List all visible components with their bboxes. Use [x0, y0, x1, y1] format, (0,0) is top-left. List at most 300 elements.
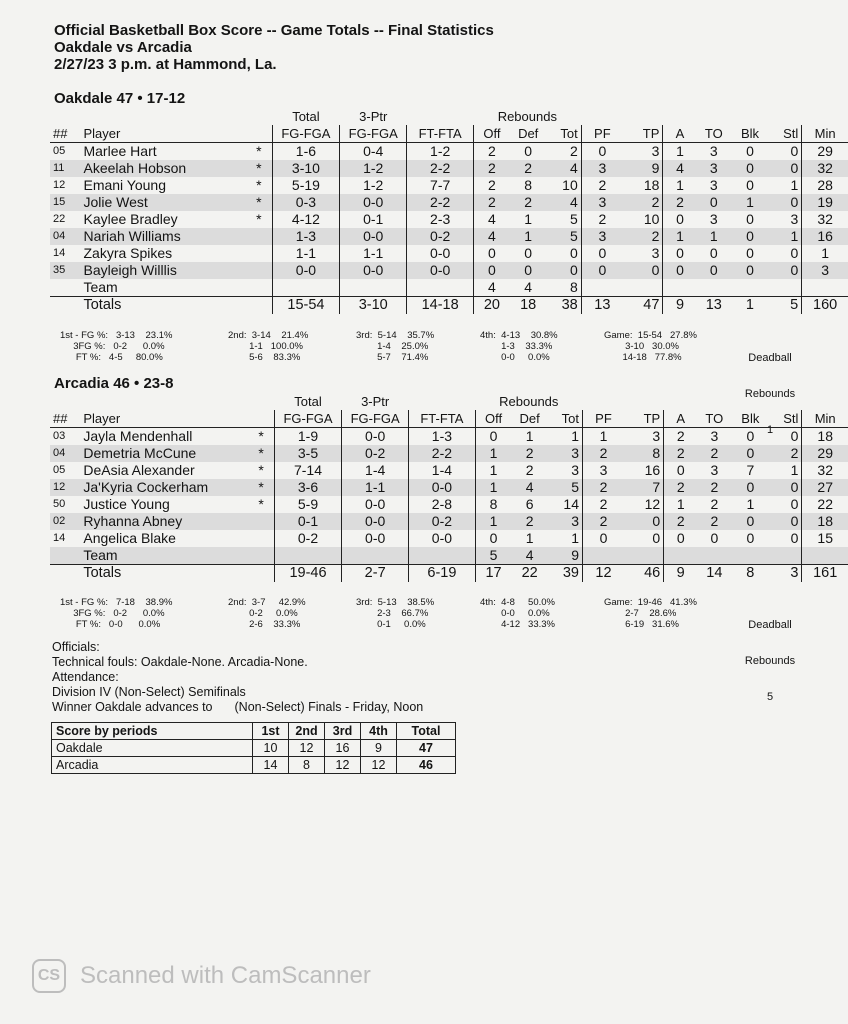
- stat-blk: 0: [731, 513, 769, 530]
- stat-def: 2: [511, 445, 547, 462]
- stat-tot: 8: [546, 279, 581, 297]
- starter-mark: *: [258, 496, 264, 512]
- starter-mark: *: [256, 143, 262, 159]
- stat-fg: 1-3: [272, 228, 339, 245]
- total-min: 161: [802, 565, 848, 583]
- blank-cell: [409, 393, 475, 410]
- stat-to: 3: [710, 428, 719, 444]
- stat-fg3: 0-2: [342, 445, 409, 462]
- stat-to: 3: [709, 211, 718, 227]
- stat-tp: 18: [623, 177, 663, 194]
- stat-stl: 0: [769, 143, 802, 161]
- stat-min: 27: [802, 479, 848, 496]
- period-score: 12: [361, 757, 397, 774]
- stat-min: 32: [817, 211, 833, 227]
- attendance: Attendance:: [52, 670, 119, 684]
- player-number: 50: [53, 498, 66, 510]
- oakdale-pct-2nd: 2nd: 3-14 21.4% 1-1 100.0% 5-6 83.3%: [228, 330, 309, 363]
- blank-cell: [246, 125, 272, 143]
- watermark-text: Scanned with CamScanner: [80, 962, 371, 989]
- player-name: Angelica Blake: [83, 530, 176, 546]
- player-row: [50, 479, 848, 496]
- blank-cell: [50, 108, 80, 125]
- player-number: 05: [53, 464, 66, 476]
- camscanner-watermark: [32, 956, 371, 996]
- starter-mark: *: [248, 445, 274, 462]
- player-name: Akeelah Hobson: [80, 160, 245, 177]
- col-tot-header: Tot: [546, 125, 581, 143]
- stat-ft: 0-0: [407, 262, 474, 279]
- blank-cell: [581, 279, 623, 297]
- period-4-header: 4th: [361, 723, 397, 740]
- stat-def: 2: [511, 513, 547, 530]
- stat-to: 0: [710, 530, 719, 546]
- total-tot: 38: [546, 297, 581, 315]
- stat-fg: 0-3: [272, 194, 339, 211]
- column-header-row: [50, 410, 848, 428]
- blank-cell: [50, 393, 80, 410]
- stat-pf: 2: [598, 211, 607, 227]
- stat-tp: 2: [623, 194, 663, 211]
- oakdale-pct-3rd: 3rd: 5-14 35.7% 1-4 25.0% 5-7 71.4%: [356, 330, 435, 363]
- game-info: [52, 640, 423, 715]
- blank-cell: [409, 547, 475, 565]
- player-row: [50, 194, 848, 211]
- total-tp: 46: [624, 565, 664, 583]
- stat-def: 4: [524, 279, 533, 295]
- stat-ft: 2-2: [409, 445, 475, 462]
- player-row: [50, 228, 848, 245]
- stat-pf: 2: [583, 445, 624, 462]
- team-label: Team: [83, 279, 118, 295]
- stat-off: 4: [488, 211, 496, 227]
- starter-mark: *: [248, 479, 274, 496]
- col-tot-header: Tot: [548, 410, 583, 428]
- player-row: [50, 530, 848, 547]
- blank-cell: [731, 547, 769, 565]
- stat-off: 8: [489, 496, 498, 512]
- stat-fg3: 0-0: [340, 228, 407, 245]
- blank-cell: [623, 279, 663, 297]
- player-row: [50, 513, 848, 530]
- stat-off: 0: [473, 262, 510, 279]
- stat-a: 1: [676, 143, 684, 159]
- column-header-row: [50, 125, 848, 143]
- stat-min: 32: [802, 160, 848, 177]
- team-label: Team: [80, 547, 248, 565]
- stat-pf: 0: [598, 143, 607, 159]
- total-to: 13: [697, 297, 731, 315]
- player-number: 04: [50, 228, 80, 245]
- stat-fg: 7-14: [274, 462, 341, 479]
- stat-blk: 1: [731, 194, 769, 211]
- stat-def: 6: [525, 496, 534, 512]
- blank-cell: [50, 547, 80, 565]
- stat-to: 0: [697, 262, 731, 279]
- officials: Officials:: [52, 640, 100, 654]
- stat-pf: 3: [581, 194, 623, 211]
- stat-to: 2: [697, 445, 731, 462]
- stat-pf: 2: [583, 513, 624, 530]
- stat-off: 1: [475, 513, 511, 530]
- col-a-header: A: [664, 410, 697, 428]
- stat-ft: 1-4: [409, 462, 475, 479]
- blank-cell: [697, 108, 731, 125]
- stat-stl: 0: [769, 496, 802, 513]
- total-off: 20: [473, 297, 510, 315]
- stat-fg: 5-19: [272, 177, 339, 194]
- starter-mark: *: [258, 462, 264, 478]
- stat-tot: 10: [546, 177, 581, 194]
- group-rebounds-label: Rebounds: [497, 109, 557, 124]
- stat-pf: 1: [599, 428, 608, 444]
- stat-tot: 1: [548, 428, 583, 446]
- blank-cell: [731, 393, 769, 410]
- stat-fg3: 0-0: [342, 428, 409, 446]
- matchup: Oakdale vs Arcadia: [54, 39, 192, 56]
- stat-to: 0: [697, 194, 731, 211]
- total-to: 14: [697, 565, 731, 583]
- col-to-header: TO: [697, 410, 731, 428]
- stat-to: 1: [697, 228, 731, 245]
- stat-off: 0: [488, 245, 496, 261]
- player-number: 35: [50, 262, 80, 279]
- arcadia-pct-4th: 4th: 4-8 50.0% 0-0 0.0% 4-12 33.3%: [480, 597, 555, 630]
- col-stl-header: Stl: [769, 410, 802, 428]
- stat-a: 0: [663, 262, 697, 279]
- stat-ft: 0-0: [407, 245, 474, 262]
- stat-pf: 3: [581, 160, 623, 177]
- stat-tot: 3: [548, 462, 583, 479]
- total-stl: 5: [769, 297, 802, 315]
- blank-cell: [663, 279, 697, 297]
- blank-cell: [581, 108, 623, 125]
- stat-to: 3: [697, 160, 731, 177]
- blank-cell: [802, 279, 848, 297]
- starter-mark: *: [246, 194, 272, 211]
- stat-def: 8: [524, 177, 533, 193]
- stat-ft: 7-7: [407, 177, 474, 194]
- stat-def: 0: [524, 143, 533, 159]
- stat-off: 2: [473, 194, 510, 211]
- division: Division IV (Non-Select) Semifinals: [52, 685, 246, 699]
- stat-def: 0: [510, 262, 546, 279]
- player-row: [50, 428, 848, 446]
- stat-pf: 2: [583, 479, 624, 496]
- col-def-header: Def: [510, 125, 546, 143]
- stat-min: 22: [817, 496, 833, 512]
- stat-fg3: 1-1: [340, 245, 407, 262]
- stat-fg3: 0-0: [340, 194, 407, 211]
- stat-ft: 1-3: [409, 428, 475, 446]
- stat-a: 0: [676, 462, 685, 478]
- total-fg: 15-54: [272, 297, 339, 315]
- player-row: [50, 445, 848, 462]
- stat-def: 1: [510, 228, 546, 245]
- stat-stl: 3: [769, 211, 802, 228]
- col-pf-header: PF: [583, 410, 624, 428]
- stat-min: 29: [817, 143, 833, 159]
- blank-cell: [246, 108, 272, 125]
- total-ft: 6-19: [409, 565, 475, 583]
- starter-mark: *: [256, 177, 262, 193]
- blank-cell: [342, 547, 409, 565]
- blank-cell: [246, 279, 272, 297]
- stat-fg: 3-6: [274, 479, 341, 496]
- stat-min: 15: [817, 530, 833, 546]
- arcadia-box-table: [50, 393, 848, 582]
- blank-cell: [407, 108, 474, 125]
- period-total: 47: [397, 740, 456, 757]
- col-min-header: Min: [802, 410, 848, 428]
- stat-tot: 2: [546, 143, 581, 161]
- stat-off: 1: [489, 462, 498, 478]
- winner-note: Winner Oakdale advances to (Non-Select) Finals - Friday, Noon: [52, 700, 424, 714]
- stat-blk: 0: [731, 228, 769, 245]
- stat-blk: 0: [731, 479, 769, 496]
- player-number: 12: [50, 479, 80, 496]
- stat-tp: 16: [624, 462, 664, 479]
- blank-cell: [697, 393, 731, 410]
- player-row: [50, 160, 848, 177]
- blank-cell: [583, 393, 624, 410]
- group-total-label: Total: [292, 109, 320, 124]
- player-name: Marlee Hart: [83, 143, 157, 159]
- stat-tp: 0: [624, 530, 664, 547]
- stat-tp: 0: [624, 513, 664, 530]
- col-to-header: TO: [697, 125, 731, 143]
- col-fg3-header: FG-FGA: [340, 125, 407, 143]
- stat-tp: 9: [623, 160, 663, 177]
- stat-tot: 0: [546, 262, 581, 279]
- arcadia-pct-game: Game: 19-46 41.3% 2-7 28.6% 6-19 31.6%: [604, 597, 697, 630]
- col-stl-header: Stl: [769, 125, 802, 143]
- player-name: Ryhanna Abney: [80, 513, 248, 530]
- starter-mark: [246, 228, 272, 245]
- stat-a: 0: [676, 530, 685, 546]
- stat-tp: 8: [624, 445, 664, 462]
- starter-mark: [246, 262, 272, 279]
- stat-def: 4: [511, 547, 547, 565]
- stat-ft: 2-8: [409, 496, 475, 513]
- col-blk-header: Blk: [731, 125, 769, 143]
- blank-cell: [50, 565, 80, 583]
- stat-fg3: 0-0: [342, 530, 409, 547]
- stat-off: 2: [488, 177, 496, 193]
- player-number: 03: [53, 430, 66, 442]
- stat-blk: 0: [746, 177, 754, 193]
- stat-stl: 1: [769, 462, 802, 479]
- col-player-header: Player: [80, 410, 248, 428]
- player-row: [50, 143, 848, 161]
- stat-fg3: 1-2: [340, 160, 407, 177]
- blank-cell: [769, 279, 802, 297]
- total-def: 22: [511, 565, 547, 583]
- stat-blk: 0: [746, 245, 754, 261]
- period-score: 9: [361, 740, 397, 757]
- stat-def: 2: [510, 194, 546, 211]
- oakdale-deadball: Deadball Rebounds 1: [744, 352, 796, 436]
- player-number: 22: [53, 213, 66, 225]
- blank-cell: [623, 108, 663, 125]
- stat-to: 2: [697, 479, 731, 496]
- col-num-header: ##: [50, 125, 80, 143]
- stat-min: 28: [817, 177, 833, 193]
- total-tot: 39: [548, 565, 583, 583]
- stat-fg3: 1-1: [342, 479, 409, 496]
- stat-pf: 2: [598, 177, 607, 193]
- col-fg3-header: FG-FGA: [342, 410, 409, 428]
- stat-min: 16: [802, 228, 848, 245]
- stat-fg: 4-12: [272, 211, 339, 228]
- stat-tp: 3: [623, 143, 663, 161]
- stat-fg3: 1-4: [342, 462, 409, 479]
- blank-cell: [802, 393, 848, 410]
- stat-min: 3: [802, 262, 848, 279]
- stat-ft: 1-2: [407, 143, 474, 161]
- stat-tot: 4: [546, 160, 581, 177]
- blank-cell: [248, 547, 274, 565]
- starter-mark: [248, 513, 274, 530]
- group-3ptr-label: 3-Ptr: [361, 394, 390, 409]
- oakdale-pct-4th: 4th: 4-13 30.8% 1-3 33.3% 0-0 0.0%: [480, 330, 558, 363]
- stat-to: 3: [709, 177, 718, 193]
- stat-stl: 0: [769, 262, 802, 279]
- periods-row-arcadia: [52, 757, 456, 774]
- oakdale-pct-game: Game: 15-54 27.8% 3-10 30.0% 14-18 77.8%: [604, 330, 697, 363]
- stat-tot: 5: [546, 228, 581, 245]
- blank-cell: [50, 279, 80, 297]
- stat-def: 0: [524, 245, 533, 261]
- blank-cell: [274, 547, 341, 565]
- totals-label: Totals: [80, 297, 245, 315]
- starter-mark: *: [258, 428, 264, 444]
- col-fg-header: FG-FGA: [274, 410, 341, 428]
- team-row: [50, 547, 848, 565]
- stat-a: 4: [663, 160, 697, 177]
- stat-a: 1: [676, 496, 685, 512]
- stat-fg3: 0-1: [340, 211, 407, 228]
- stat-blk: 0: [731, 262, 769, 279]
- stat-ft: 2-2: [407, 194, 474, 211]
- period-score: 12: [289, 740, 325, 757]
- starter-mark: *: [256, 211, 262, 227]
- arcadia-team-header: Arcadia 46 • 23-8: [54, 375, 174, 392]
- player-name: Kaylee Bradley: [83, 211, 178, 227]
- total-a: 9: [664, 565, 697, 583]
- stat-pf: 0: [598, 245, 607, 261]
- col-num-header: ##: [50, 410, 80, 428]
- stat-stl: 1: [769, 228, 802, 245]
- starter-mark: *: [246, 160, 272, 177]
- stat-ft: 0-2: [409, 513, 475, 530]
- oakdale-box-table: [50, 108, 848, 314]
- blank-cell: [248, 565, 274, 583]
- col-tp-header: TP: [623, 125, 663, 143]
- stat-min: 18: [817, 428, 833, 444]
- player-number: 11: [50, 160, 80, 177]
- stat-stl: 0: [769, 245, 802, 262]
- player-row: [50, 245, 848, 262]
- blank-cell: [407, 279, 474, 297]
- stat-to: 2: [697, 513, 731, 530]
- player-row: [50, 462, 848, 479]
- stat-off: 4: [473, 228, 510, 245]
- blank-cell: [248, 410, 274, 428]
- blank-cell: [340, 279, 407, 297]
- player-name: Bayleigh Willlis: [80, 262, 245, 279]
- total-def: 18: [510, 297, 546, 315]
- period-1-header: 1st: [253, 723, 289, 740]
- stat-min: 19: [802, 194, 848, 211]
- stat-stl: 0: [769, 479, 802, 496]
- stat-off: 2: [473, 160, 510, 177]
- col-pf-header: PF: [581, 125, 623, 143]
- total-blk: 8: [731, 565, 769, 583]
- stat-ft: 2-3: [407, 211, 474, 228]
- stat-off: 1: [475, 479, 511, 496]
- team-row: [50, 279, 848, 297]
- group-total-label: Total: [294, 394, 322, 409]
- stat-fg3: 0-0: [342, 513, 409, 530]
- stat-blk: 0: [746, 530, 755, 546]
- stat-fg3: 1-2: [340, 177, 407, 194]
- stat-fg3: 0-0: [342, 496, 409, 513]
- total-stl: 3: [769, 565, 802, 583]
- stat-fg3: 0-4: [340, 143, 407, 161]
- stat-a: 2: [664, 445, 697, 462]
- stat-stl: 0: [769, 428, 802, 446]
- stat-tot: 0: [546, 245, 581, 262]
- total-pf: 12: [583, 565, 624, 583]
- total-ft: 14-18: [407, 297, 474, 315]
- stat-def: 1: [524, 211, 533, 227]
- blank-cell: [697, 547, 731, 565]
- col-off-header: Off: [473, 125, 510, 143]
- stat-fg: 1-9: [274, 428, 341, 446]
- stat-def: 1: [525, 530, 534, 546]
- stat-tp: 3: [623, 245, 663, 262]
- periods-header-row: [52, 723, 456, 740]
- stat-a: 1: [676, 177, 684, 193]
- stat-tp: 0: [623, 262, 663, 279]
- group-rebounds-label: Rebounds: [499, 394, 559, 409]
- stat-blk: 0: [731, 445, 769, 462]
- starter-mark: [246, 245, 272, 262]
- blank-cell: [769, 108, 802, 125]
- stat-fg: 1-1: [272, 245, 339, 262]
- stat-tp: 12: [624, 496, 664, 513]
- stat-ft: 0-0: [409, 530, 475, 547]
- totals-label: Totals: [80, 565, 248, 583]
- col-ft-header: FT-FTA: [409, 410, 475, 428]
- player-number: 14: [53, 247, 66, 259]
- stat-tot: 5: [548, 479, 583, 496]
- stat-pf: 0: [599, 530, 608, 546]
- player-name: Demetria McCune: [80, 445, 248, 462]
- player-name: Ja'Kyria Cockerham: [80, 479, 248, 496]
- stat-off: 4: [488, 279, 496, 295]
- player-number: 05: [53, 145, 66, 157]
- stat-fg: 3-5: [274, 445, 341, 462]
- stat-off: 5: [475, 547, 511, 565]
- col-a-header: A: [663, 125, 697, 143]
- player-number: 14: [53, 532, 66, 544]
- stat-tp: 2: [623, 228, 663, 245]
- total-blk: 1: [731, 297, 769, 315]
- stat-off: 0: [489, 428, 498, 444]
- oakdale-team-header: Oakdale 47 • 17-12: [54, 90, 186, 107]
